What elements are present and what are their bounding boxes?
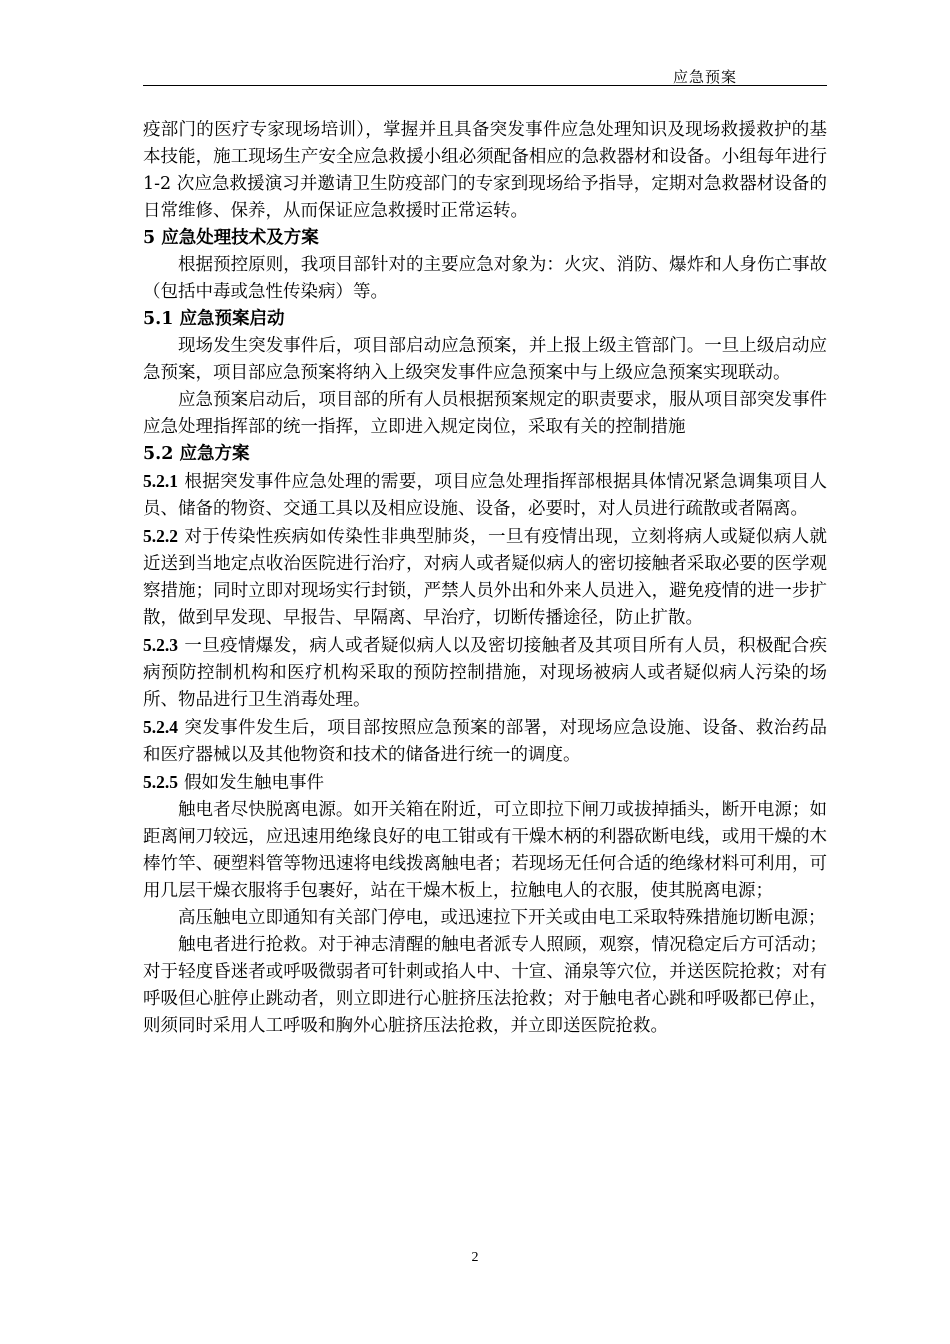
paragraph-plan-start: 现场发生突发事件后，项目部启动应急预案，并上报上级主管部门。一旦上级启动应急预案，项目部应急预案将纳入上级突发事件应急预案中与上级应急预案实现联动。 xyxy=(143,336,827,383)
subsection-number: 5.2.3 xyxy=(143,635,178,655)
paragraph-high-voltage: 高压触电立即通知有关部门停电，或迅速拉下开关或由电工采取特殊措施切断电源； xyxy=(178,908,826,928)
paragraph-training: 疫部门的医疗专家现场培训），掌握并且具备突发事件应急处理知识及现场救援救护的基本技能，施工现场生产安全应急救援小组必须配备相应的急救器材和设备。小组每年进行 1-2 次应急救援演习并邀请卫生防疫部门的专家到现场给予指导，定期对急救器材设备的日常维修、保养，从而保证应急救援时正常运转。 xyxy=(143,120,827,221)
subsection-5-2-5 xyxy=(143,769,827,797)
section-heading-5: 5 应急处理技术及方案 xyxy=(143,228,319,248)
paragraph-rescue: 触电者进行抢救。对于神志清醒的触电者派专人照顾，观察，情况稳定后方可活动；对于轻度昏迷者或呼吸微弱者可针刺或掐人中、十宣、涌泉等穴位，并送医院抢救；对有呼吸但心脏停止跳动者，则立即进行心脏挤压法抢救；对于触电者心跳和呼吸都已停止，则须同时采用人工呼吸和胸外心脏挤压法抢救，并立即送医院抢救。 xyxy=(143,935,827,1036)
subsection-number: 5.2.5 xyxy=(143,772,178,792)
document-body xyxy=(143,117,827,1040)
paragraph-principles: 根据预控原则，我项目部针对的主要应急对象为：火灾、消防、爆炸和人身伤亡事故（包括中毒或急性传染病）等。 xyxy=(143,255,827,302)
subsection-5-2-4 xyxy=(143,714,827,769)
subsection-5-2-3 xyxy=(143,632,827,714)
paragraph-disconnect-power: 触电者尽快脱离电源。如开关箱在附近，可立即拉下闸刀或拔掉插头，断开电源；如距离闸刀较远，应迅速用绝缘良好的电工钳或有干燥木柄的利器砍断电线，或用干燥的木棒竹竿、硬塑料管等物迅速将电线拨离触电者；若现场无任何合适的绝缘材料可利用，可用几层干燥衣服将手包裹好，站在干燥木板上，拉触电人的衣服，使其脱离电源； xyxy=(143,800,827,901)
paragraph-plan-command: 应急预案启动后，项目部的所有人员根据预案规定的职责要求，服从项目部突发事件应急处理指挥部的统一指挥，立即进入规定岗位，采取有关的控制措施 xyxy=(143,390,827,437)
subsection-5-2-1 xyxy=(143,468,827,523)
subsection-text: 对于传染性疾病如传染性非典型肺炎，一旦有疫情出现，立刻将病人或疑似病人就近送到当地定点收治医院进行治疗，对病人或者疑似病人的密切接触者采取必要的医学观察措施；同时立即对现场实行封锁，严禁人员外出和外来人员进入，避免疫情的进一步扩散，做到早发现、早报告、早隔离、早治疗，切断传播途径，防止扩散。 xyxy=(143,527,827,628)
section-heading-5-2: 5.2 应急方案 xyxy=(143,444,250,464)
subsection-number: 5.2.4 xyxy=(143,717,178,737)
subsection-text: 假如发生触电事件 xyxy=(184,773,324,793)
section-heading-5-1: 5.1 应急预案启动 xyxy=(143,309,285,329)
subsection-text: 一旦疫情爆发，病人或者疑似病人以及密切接触者及其项目所有人员，积极配合疾病预防控制机构和医疗机构采取的预防控制措施，对现场被病人或者疑似病人污染的场所、物品进行卫生消毒处理。 xyxy=(143,636,827,710)
subsection-number: 5.2.1 xyxy=(143,471,178,491)
header-rule xyxy=(143,85,827,86)
subsection-text: 根据突发事件应急处理的需要，项目应急处理指挥部根据具体情况紧急调集项目人员、储备的物资、交通工具以及相应设施、设备，必要时，对人员进行疏散或者隔离。 xyxy=(143,472,827,519)
subsection-text: 突发事件发生后，项目部按照应急预案的部署，对现场应急设施、设备、救治药品和医疗器械以及其他物资和技术的储备进行统一的调度。 xyxy=(143,718,827,765)
running-header: 应急预案 xyxy=(672,68,737,86)
page-number: 2 xyxy=(471,1250,479,1265)
subsection-5-2-2 xyxy=(143,523,827,632)
subsection-number: 5.2.2 xyxy=(143,526,178,546)
